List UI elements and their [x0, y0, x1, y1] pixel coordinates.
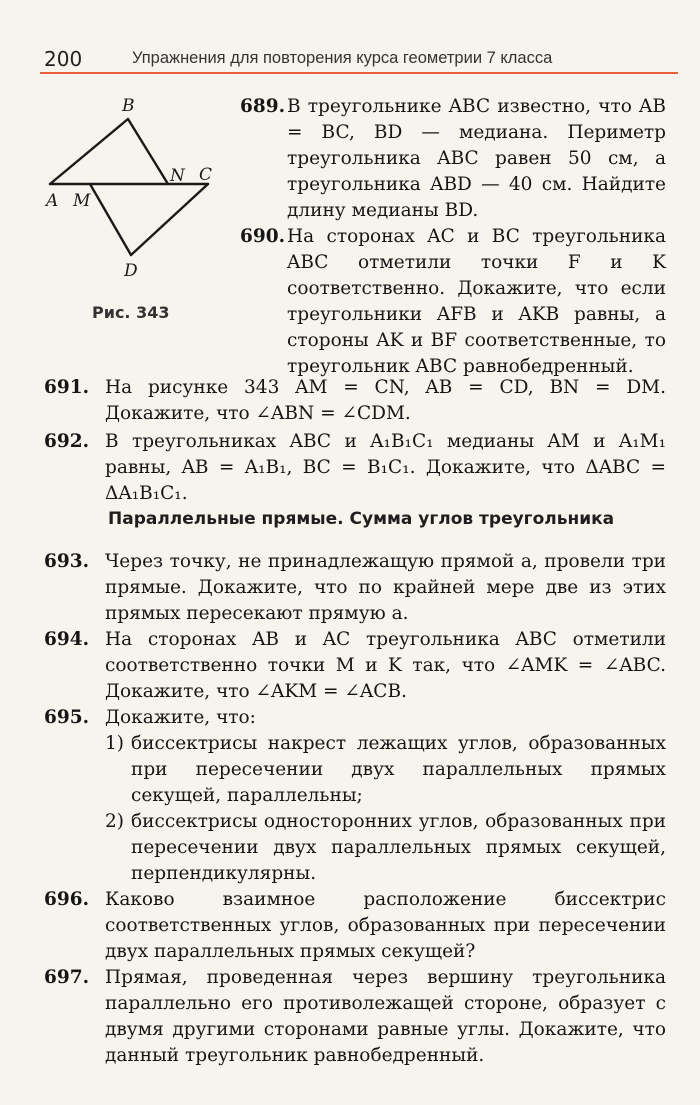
problem-694 [44, 627, 666, 705]
problem-695 [44, 705, 666, 887]
list-item [105, 731, 666, 809]
problem-number: 695. [44, 707, 90, 728]
problem-text: На сторонах AB и AC треугольника ABC отметили соответственно точки M и K так, что ∠AMK = ∠ABC. Докажите, что ∠AKM = ∠ACB. [105, 629, 666, 702]
list-item-text: биссектрисы накрест лежащих углов, образованных при пересечении двух параллельных прямых секущей, параллельны; [131, 733, 666, 806]
problem-number: 690. [240, 226, 286, 247]
problem-text: Прямая, проведенная через вершину треугольника параллельно его противолежащей стороне, образует с двумя другими сторонами равные углы. Докажите, что данный треугольник равнобедренный. [105, 967, 666, 1066]
figure-caption: Рис. 343 [92, 303, 170, 322]
problem-text: На рисунке 343 AM = CN, AB = CD, BN = DM. Докажите, что ∠ABN = ∠CDM. [105, 377, 666, 424]
problem-number: 696. [44, 889, 90, 910]
label-C: C [199, 165, 213, 185]
label-D: D [124, 261, 138, 281]
problem-text: Через точку, не принадлежащую прямой a, провели три прямые. Докажите, что по крайней мере две из этих прямых пересекают прямую a. [105, 551, 666, 624]
problem-696 [44, 887, 666, 965]
segment-DC [131, 184, 208, 255]
problem-697 [44, 965, 666, 1069]
problem-692 [44, 429, 666, 507]
list-item-number: 2) [105, 811, 124, 832]
section-title: Параллельные прямые. Сумма углов треугольника [108, 509, 615, 529]
list-item-number: 1) [105, 733, 124, 754]
problem-number: 692. [44, 431, 90, 452]
label-M: M [73, 191, 91, 211]
problem-text: Каково взаимное расположение биссектрис соответственных углов, образованных при пересечении двух параллельных прямых секущей? [105, 889, 666, 962]
problem-689 [240, 94, 666, 224]
problem-number: 694. [44, 629, 90, 650]
problem-number: 691. [44, 377, 90, 398]
problem-693 [44, 549, 666, 627]
problem-intro: Докажите, что: [105, 707, 256, 728]
problem-text: В треугольнике ABC известно, что AB = BC, BD — медиана. Периметр треугольника ABC равен 50 см, а треугольника ABD — 40 см. Найдите длину медианы BD. [287, 96, 666, 221]
problem-text: На сторонах AC и BC треугольника ABC отметили точки F и K соответственно. Докажите, что если треугольники AFB и AKB равны, а стороны AK и BF соответственные, то треугольник ABC равнобедренный. [287, 226, 666, 377]
list-item [105, 809, 666, 887]
page-number: 200 [44, 47, 83, 71]
list-item-text: биссектрисы односторонних углов, образованных при пересечении двух параллельных прямых секущей, перпендикулярны. [131, 811, 666, 884]
segment-BN [128, 119, 168, 184]
label-A: A [46, 191, 59, 211]
problem-text: В треугольниках ABC и A₁B₁C₁ медианы AM и A₁M₁ равны, AB = A₁B₁, BC = B₁C₁. Докажите, что ΔABC = ΔA₁B₁C₁. [105, 431, 666, 504]
page-header [0, 44, 700, 74]
segment-MD [90, 184, 131, 255]
problem-number: 693. [44, 551, 90, 572]
header-rule [40, 72, 678, 74]
segment-AB [50, 119, 128, 184]
label-B: B [122, 96, 135, 116]
problem-number: 697. [44, 967, 90, 988]
figure-343 [40, 92, 240, 292]
problem-691 [44, 375, 666, 427]
problem-690 [240, 224, 666, 380]
running-title: Упражнения для повторения курса геометрии 7 класса [132, 49, 553, 67]
problem-number: 689. [240, 96, 286, 117]
label-N: N [170, 166, 185, 186]
